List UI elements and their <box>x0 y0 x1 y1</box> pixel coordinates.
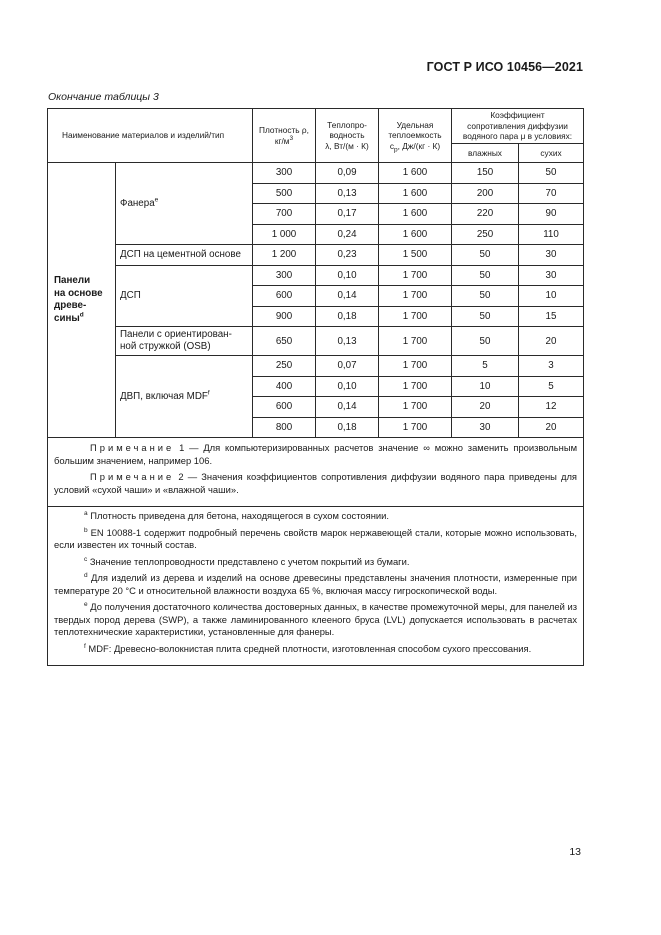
cell-mu-wet: 220 <box>452 204 519 225</box>
cell-mu-dry: 30 <box>519 245 584 266</box>
cell-mu-wet: 50 <box>452 265 519 286</box>
table-row <box>48 265 584 286</box>
cell-heat-capacity: 1 700 <box>379 376 452 397</box>
cell-heat-capacity: 1 500 <box>379 245 452 266</box>
cell-density: 500 <box>253 183 316 204</box>
footnote-f: $^f$ MDF: Древесно-волокнистая плита средней плотности, изготовленная способом сухого прессования. <box>84 642 532 654</box>
cell-mu-wet: 50 <box>452 286 519 307</box>
cell-mu-dry: 15 <box>519 306 584 327</box>
cell-mu-dry: 10 <box>519 286 584 307</box>
cell-density: 1 000 <box>253 224 316 245</box>
cell-conductivity: 0,23 <box>316 245 379 266</box>
cell-conductivity: 0,24 <box>316 224 379 245</box>
cell-mu-dry: 20 <box>519 327 584 356</box>
cell-mu-wet: 5 <box>452 356 519 377</box>
properties-table <box>47 108 584 666</box>
cell-mu-wet: 50 <box>452 327 519 356</box>
cell-heat-capacity: 1 600 <box>379 183 452 204</box>
cell-mu-dry: 110 <box>519 224 584 245</box>
document-header: ГОСТ Р ИСО 10456—2021 <box>426 60 583 74</box>
cell-heat-capacity: 1 700 <box>379 265 452 286</box>
cell-density: 250 <box>253 356 316 377</box>
cell-mu-wet: 10 <box>452 376 519 397</box>
cell-density: 1 200 <box>253 245 316 266</box>
cell-conductivity: 0,17 <box>316 204 379 225</box>
cell-conductivity: 0,14 <box>316 397 379 418</box>
header-wet: влажных <box>452 144 519 163</box>
table-row <box>48 327 584 356</box>
cell-conductivity: 0,13 <box>316 327 379 356</box>
note-1: Примечание 1 — Для компьютеризированных расчетов значение ∞ можно заменить произвольным большим значением, например 106. <box>54 442 578 466</box>
cell-density: 800 <box>253 417 316 438</box>
cell-heat-capacity: 1 700 <box>379 356 452 377</box>
material-chipboard: ДСП <box>116 265 253 327</box>
header-conductivity: Теплопро- водность λ, Вт/(м · К) <box>316 109 379 163</box>
cell-conductivity: 0,10 <box>316 265 379 286</box>
cell-density: 900 <box>253 306 316 327</box>
cell-conductivity: 0,09 <box>316 163 379 184</box>
material-cement-chipboard: ДСП на цементной основе <box>116 245 253 266</box>
cell-heat-capacity: 1 700 <box>379 327 452 356</box>
cell-mu-wet: 150 <box>452 163 519 184</box>
header-material-name: Наименование материалов и изделий/тип <box>48 109 253 163</box>
cell-mu-dry: 3 <box>519 356 584 377</box>
cell-mu-dry: 50 <box>519 163 584 184</box>
footnote-d: $^d$ Для изделий из дерева и изделий на основе древесины представлены значения плотности, измеренные при температуре 20 °С и относительной влажности воздуха 65 %, включая массу гигроскопической воды. <box>54 571 578 596</box>
table-row <box>48 356 584 377</box>
cell-mu-dry: 5 <box>519 376 584 397</box>
material-osb: Панели с ориентирован- ной стружкой (OSB) <box>116 327 253 356</box>
cell-conductivity: 0,13 <box>316 183 379 204</box>
cell-conductivity: 0,14 <box>316 286 379 307</box>
table-notes <box>48 438 584 507</box>
cell-mu-dry: 30 <box>519 265 584 286</box>
cell-conductivity: 0,10 <box>316 376 379 397</box>
cell-conductivity: 0,07 <box>316 356 379 377</box>
cell-heat-capacity: 1 700 <box>379 397 452 418</box>
footnote-e: $^e$ До получения достаточного количества достоверных данных, в качестве промежуточной меры, для панелей из твердых пород дерева (SWP), а также ламинированного клееного бруса (LVL) допускается использовать в расчетах теплотехнические характеристики, установленные для фанеры. <box>54 600 578 637</box>
cell-mu-dry: 90 <box>519 204 584 225</box>
cell-density: 600 <box>253 397 316 418</box>
cell-density: 600 <box>253 286 316 307</box>
cell-mu-dry: 20 <box>519 417 584 438</box>
footnote-b: $^b$ EN 10088-1 содержит подробный перечень свойств марок нержавеющей стали, которые можно использовать, если известен их точный состав. <box>54 526 578 550</box>
cell-mu-wet: 50 <box>452 306 519 327</box>
cell-conductivity: 0,18 <box>316 417 379 438</box>
cell-heat-capacity: 1 600 <box>379 204 452 225</box>
group-label: Панели на основе древе- сины$^d$ <box>48 163 116 438</box>
table-row <box>48 163 584 184</box>
cell-heat-capacity: 1 600 <box>379 224 452 245</box>
cell-heat-capacity: 1 600 <box>379 163 452 184</box>
table-row <box>48 245 584 266</box>
cell-conductivity: 0,18 <box>316 306 379 327</box>
cell-density: 300 <box>253 265 316 286</box>
cell-mu-wet: 200 <box>452 183 519 204</box>
cell-mu-wet: 250 <box>452 224 519 245</box>
header-density: Плотность ρ, $кг/м^3$ <box>253 109 316 163</box>
cell-mu-wet: 30 <box>452 417 519 438</box>
cell-mu-dry: 12 <box>519 397 584 418</box>
cell-density: 650 <box>253 327 316 356</box>
cell-density: 300 <box>253 163 316 184</box>
cell-density: 700 <box>253 204 316 225</box>
material-fibreboard: ДВП, включая MDF$^f$ <box>116 356 253 438</box>
table-footnotes <box>48 507 584 666</box>
cell-heat-capacity: 1 700 <box>379 417 452 438</box>
footnote-c: $^c$ Значение теплопроводности представлено с учетом покрытий из бумаги. <box>84 555 410 567</box>
footnote-a: $^a$ Плотность приведена для бетона, находящегося в сухом состоянии. <box>84 509 389 521</box>
cell-heat-capacity: 1 700 <box>379 286 452 307</box>
cell-mu-wet: 20 <box>452 397 519 418</box>
header-dry: сухих <box>519 144 584 163</box>
material-plywood: Фанера$^e$ <box>116 163 253 245</box>
cell-heat-capacity: 1 700 <box>379 306 452 327</box>
header-heat-capacity: Удельная теплоемкость $c_p$, Дж/(кг · К) <box>379 109 452 163</box>
cell-mu-wet: 50 <box>452 245 519 266</box>
table-continuation-label: Окончание таблицы 3 <box>48 91 159 103</box>
cell-mu-dry: 70 <box>519 183 584 204</box>
page-number: 13 <box>569 846 581 858</box>
cell-density: 400 <box>253 376 316 397</box>
header-vapour-diffusion: Коэффициент сопротивления диффузии водяного пара μ в условиях: <box>452 109 584 144</box>
note-2: Примечание 2 — Значения коэффициентов сопротивления диффузии водяного пара приведены для условий «сухой чаши» и «влажной чаши». <box>54 471 578 495</box>
